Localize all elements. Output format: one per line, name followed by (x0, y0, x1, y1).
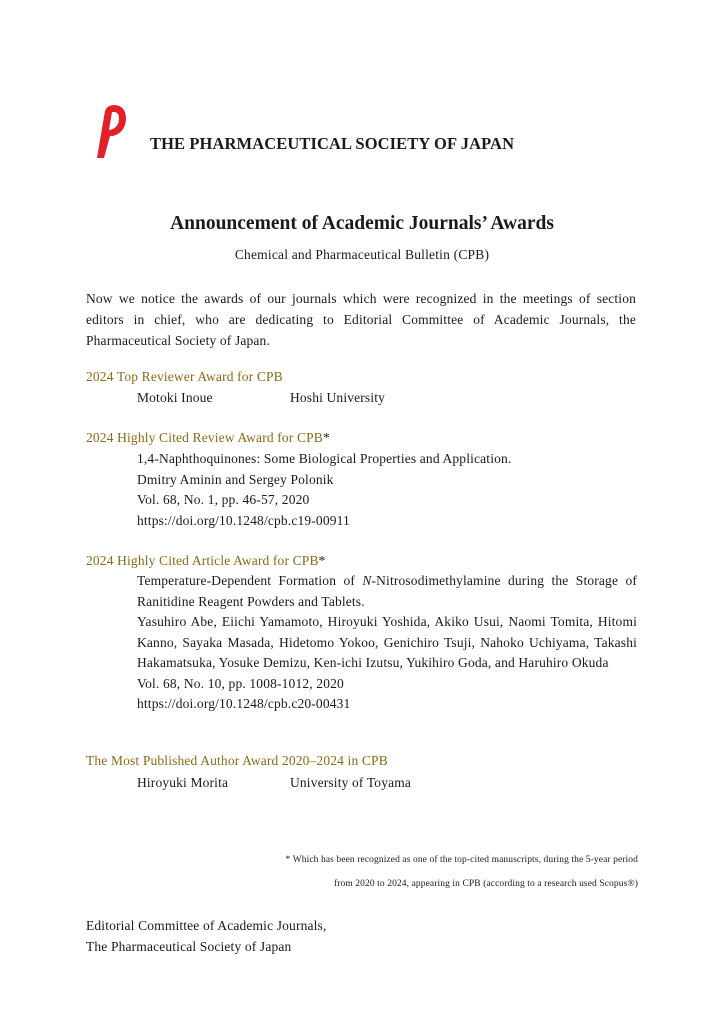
award-recipient-top-reviewer (137, 388, 637, 409)
paper-authors: Yasuhiro Abe, Eiichi Yamamoto, Hiroyuki Yoshida, Akiko Usui, Naomi Tomita, Hitomi Kanno, Sayaka Masada, Hidetomo Yokoo, Genichiro Tsuji, Nahoko Uchiyama, Takashi Hakamatsuka, Yosuke Demizu, Ken-ichi Izutsu, Yukihiro Goda, and Haruhiro Okuda (137, 614, 637, 670)
announcement-title: Announcement of Academic Journals’ Awards (170, 213, 554, 234)
paper-citation: Vol. 68, No. 1, pp. 46-57, 2020 (137, 492, 310, 507)
award-details-article (137, 571, 637, 715)
closing-signature (86, 915, 326, 957)
recipient-name: Hiroyuki Morita (137, 775, 229, 790)
society-name: THE PHARMACEUTICAL SOCIETY OF JAPAN (150, 134, 515, 153)
footnote-line-1: * Which has been recognized as one of the top-cited manuscripts, during the 5-year period (285, 855, 638, 865)
footnote-line-2: from 2020 to 2024, appearing in CPB (according to a research used Scopus®) (333, 879, 638, 889)
paper-title: 1,4-Naphthoquinones: Some Biological Properties and Application. (137, 451, 512, 466)
asterisk-mark: * (318, 553, 326, 568)
award-recipient-most-published (137, 773, 637, 794)
society-logo-icon (94, 103, 128, 159)
paper-doi-link[interactable]: https://doi.org/10.1248/cpb.c20-00431 (137, 696, 351, 711)
award-title-most-published: The Most Published Author Award 2020–2024 in CPB (86, 753, 388, 768)
award-details-review (137, 449, 637, 531)
recipient-affiliation: University of Toyama (290, 775, 412, 790)
paper-citation: Vol. 68, No. 10, pp. 1008-1012, 2020 (137, 675, 344, 691)
recipient-name: Motoki Inoue (137, 390, 213, 405)
intro-paragraph: Now we notice the awards of our journals which were recognized in the meetings of section editors in chief, who are dedicating to Editorial Committee of Academic Journals, the Pharmaceutical Society of Japan. (86, 291, 636, 348)
award-title-article: 2024 Highly Cited Article Award for CPB* (86, 553, 326, 568)
closing-line-1: Editorial Committee of Academic Journals, (86, 918, 327, 933)
closing-line-2: The Pharmaceutical Society of Japan (86, 939, 292, 954)
paper-authors: Dmitry Aminin and Sergey Polonik (137, 471, 334, 487)
award-title-top-reviewer: 2024 Top Reviewer Award for CPB (86, 369, 283, 384)
asterisk-mark: * (322, 430, 330, 445)
award-title-review: 2024 Highly Cited Review Award for CPB* (86, 430, 330, 445)
paper-doi-link[interactable]: https://doi.org/10.1248/cpb.c19-00911 (137, 512, 350, 528)
announcement-subtitle: Chemical and Pharmaceutical Bulletin (CPB) (234, 247, 490, 262)
recipient-affiliation: Hoshi University (290, 390, 386, 405)
paper-title: Temperature-Dependent Formation of N-Nitrosodimethylamine during the Storage of Ranitidine Reagent Powders and Tablets. (137, 573, 637, 609)
